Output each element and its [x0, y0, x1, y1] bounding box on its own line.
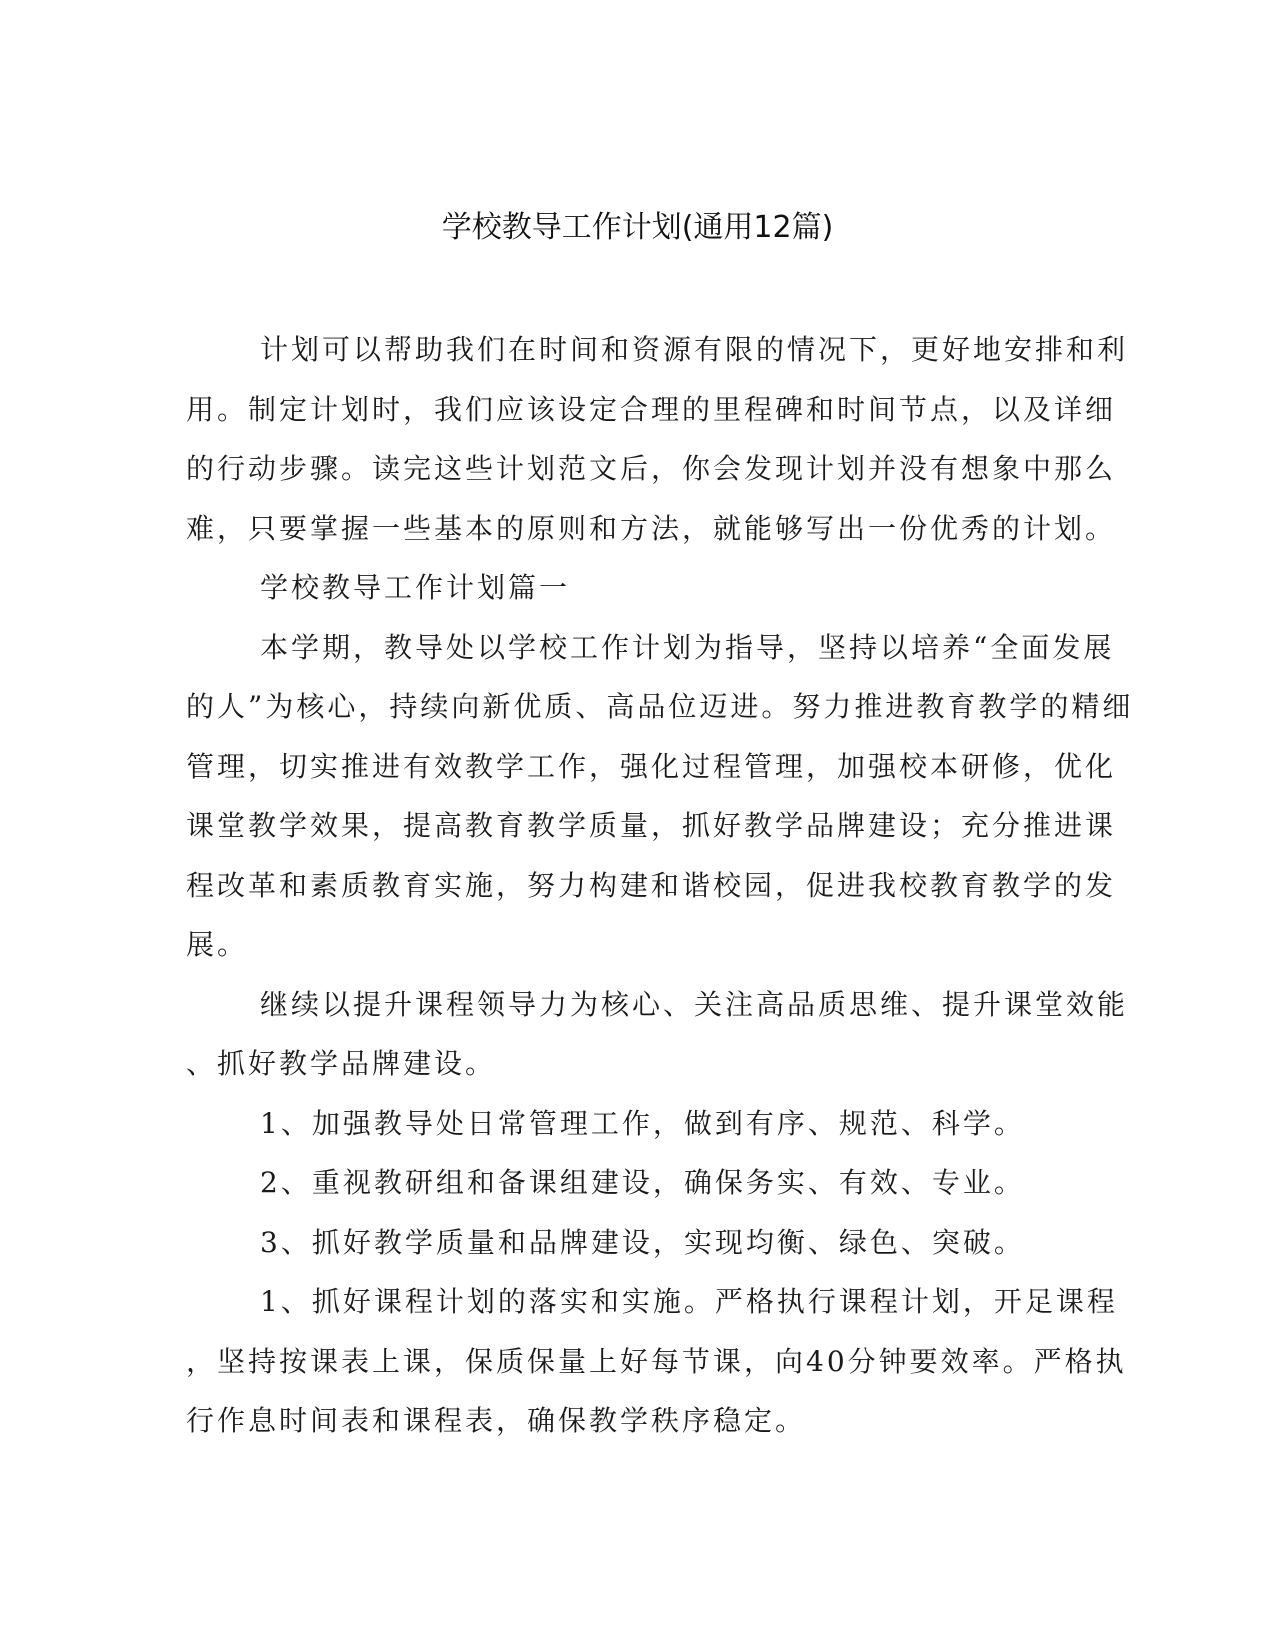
paragraph-line: 难，只要掌握一些基本的原则和方法，就能够写出一份优秀的计划。	[186, 511, 1117, 545]
paragraph-line: 继续以提升课程领导力为核心、关注高品质思维、提升课堂效能	[260, 987, 1129, 1021]
paragraph-line: 管理，切实推进有效教学工作，强化过程管理，加强校本研修，优化	[186, 749, 1117, 783]
paragraph-line: 程改革和素质教育实施，努力构建和谐校园，促进我校教育教学的发	[186, 868, 1117, 902]
paragraph-line: ，坚持按课表上课，保质保量上好每节课，向40分钟要效率。严格执	[186, 1344, 1127, 1378]
paragraph-line: 用。制定计划时，我们应该设定合理的里程碑和时间节点，以及详细	[186, 392, 1117, 426]
paragraph-line: 本学期，教导处以学校工作计划为指导，坚持以培养“全面发展	[260, 630, 1115, 664]
paragraph	[186, 1213, 1066, 1273]
paragraph-line: 2、重视教研组和备课组建设，确保务实、有效、专业。	[260, 1166, 1025, 1199]
paragraph-line: 计划可以帮助我们在时间和资源有限的情况下，更好地安排和利	[260, 333, 1129, 366]
paragraph-line: 3、抓好教学质量和品牌建设，实现均衡、绿色、突破。	[260, 1225, 1025, 1259]
paragraph	[186, 558, 1066, 618]
paragraph-line: 行作息时间表和课程表，确保教学秩序稳定。	[186, 1404, 807, 1437]
paragraph-line: 展。	[186, 928, 249, 961]
paragraph	[186, 975, 1129, 1094]
paragraph-line: 1、加强教导处日常管理工作，做到有序、规范、科学。	[260, 1106, 1025, 1140]
paragraph	[186, 1094, 1066, 1154]
paragraph-line: 课堂教学效果，提高教育教学质量，抓好教学品牌建设；充分推进课	[186, 809, 1117, 842]
paragraph-line: 学校教导工作计划篇一	[260, 571, 571, 604]
document-title: 学校教导工作计划(通用12篇)	[441, 210, 834, 245]
paragraph	[186, 320, 1129, 558]
paragraph	[186, 1153, 1066, 1213]
paragraph	[186, 1272, 1127, 1451]
paragraph-line: 的人”为核心，持续向新优质、高品位迈进。努力推进教育教学的精细	[186, 690, 1134, 723]
paragraph-line: 1、抓好课程计划的落实和实施。严格执行课程计划，开足课程	[260, 1285, 1118, 1318]
paragraph-line: 、抓好教学品牌建设。	[186, 1047, 497, 1080]
paragraph-line: 的行动步骤。读完这些计划范文后，你会发现计划并没有想象中那么	[186, 452, 1117, 485]
document-body	[186, 320, 1134, 1451]
paragraph	[186, 618, 1134, 975]
